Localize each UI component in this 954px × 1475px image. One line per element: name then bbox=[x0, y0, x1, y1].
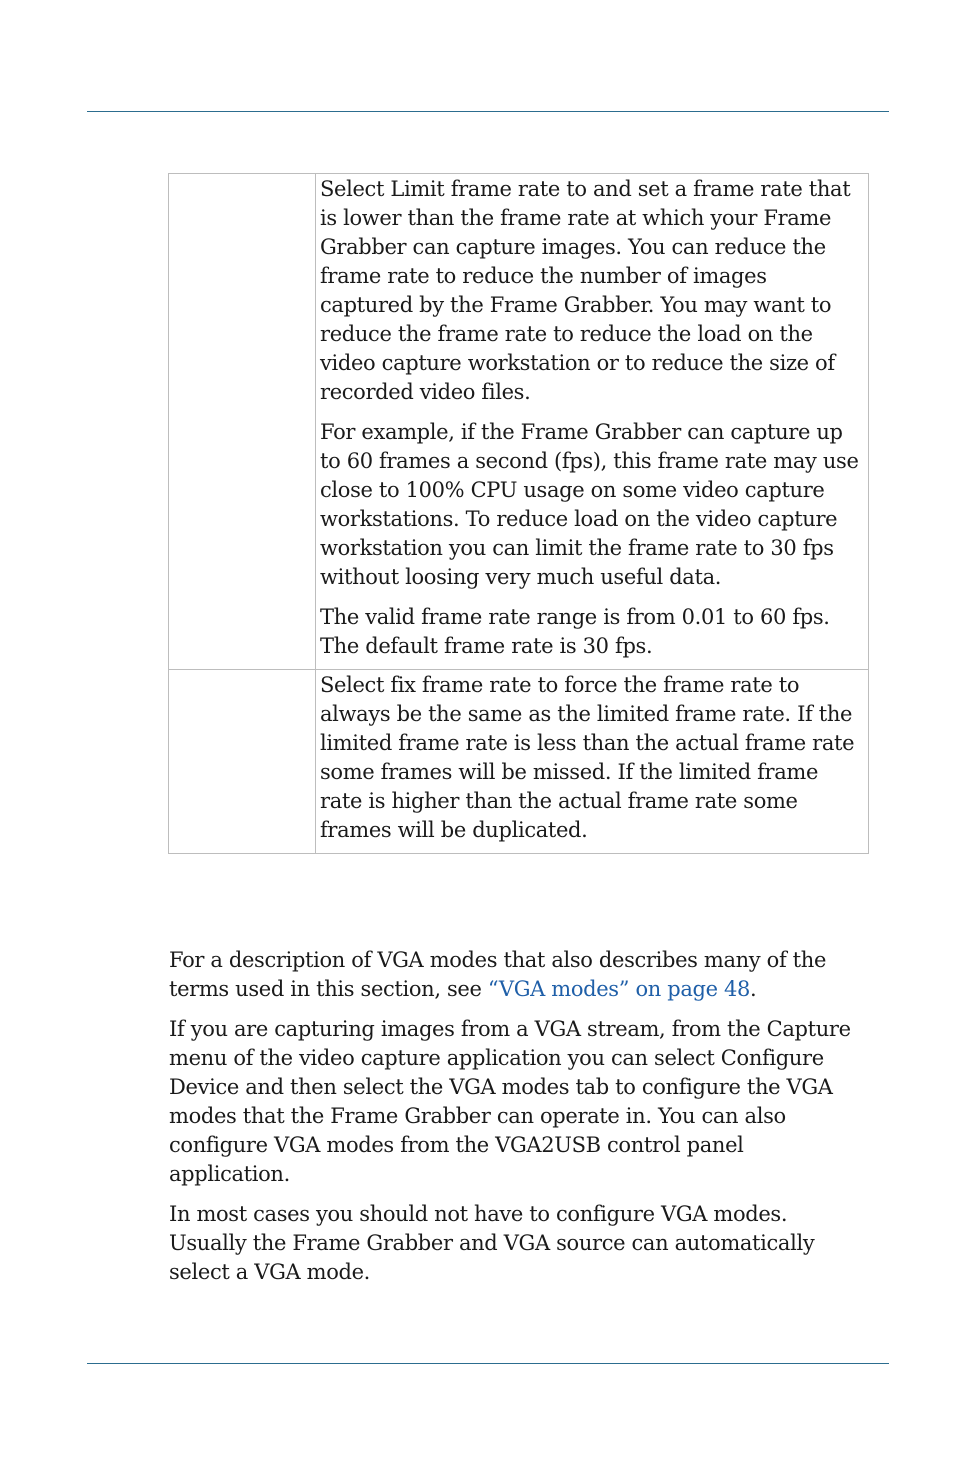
description-paragraph: For example, if the Frame Grabber can capture up to 60 frames a second (fps), this frame rate may use close to 100% CPU usage on some video capture workstations. To reduce load on the video capture workstation you can limit the frame rate to 30 fps without loosing very much useful data. bbox=[320, 420, 859, 589]
setting-description-cell bbox=[316, 670, 869, 854]
setting-name-cell bbox=[169, 670, 316, 854]
description-paragraph: The valid frame rate range is from 0.01 to 60 fps. The default frame rate is 30 fps. bbox=[320, 605, 830, 658]
footer-rule bbox=[87, 1363, 889, 1364]
intro-text: For a description of VGA modes that also describes many of the terms used in this section, see bbox=[169, 948, 827, 1001]
header-rule bbox=[87, 111, 889, 112]
default-paragraph: In most cases you should not have to configure VGA modes. Usually the Frame Grabber and VGA source can automatically select a VGA mode. bbox=[169, 1202, 815, 1284]
intro-period: . bbox=[750, 977, 757, 1001]
vga-modes-link[interactable]: “VGA modes” on page 48 bbox=[487, 977, 751, 1001]
description-paragraph: Select Limit frame rate to and set a frame rate that is lower than the frame rate at which your Frame Grabber can capture images. You can reduce the frame rate to reduce the number of images captured by the Frame Grabber. You may want to reduce the frame rate to reduce the load on the video capture workstation or to reduce the size of recorded video files. bbox=[320, 177, 851, 404]
description-paragraph: Select fix frame rate to force the frame rate to always be the same as the limited frame rate. If the limited frame rate is less than the actual frame rate some frames will be missed. If the limited frame rate is higher than the actual frame rate some frames will be duplicated. bbox=[320, 673, 855, 842]
section-body bbox=[169, 946, 869, 1298]
table-row bbox=[169, 670, 869, 854]
table-row bbox=[169, 174, 869, 670]
setting-name-cell bbox=[169, 174, 316, 670]
setting-description-cell bbox=[316, 174, 869, 670]
settings-table bbox=[168, 173, 869, 854]
capture-paragraph: If you are capturing images from a VGA stream, from the Capture menu of the video capture application you can select Configure Device and then select the VGA modes tab to configure the VGA modes that the Frame Grabber can operate in. You can also configure VGA modes from the VGA2USB control panel application. bbox=[169, 1017, 851, 1186]
intro-paragraph bbox=[169, 946, 869, 1004]
